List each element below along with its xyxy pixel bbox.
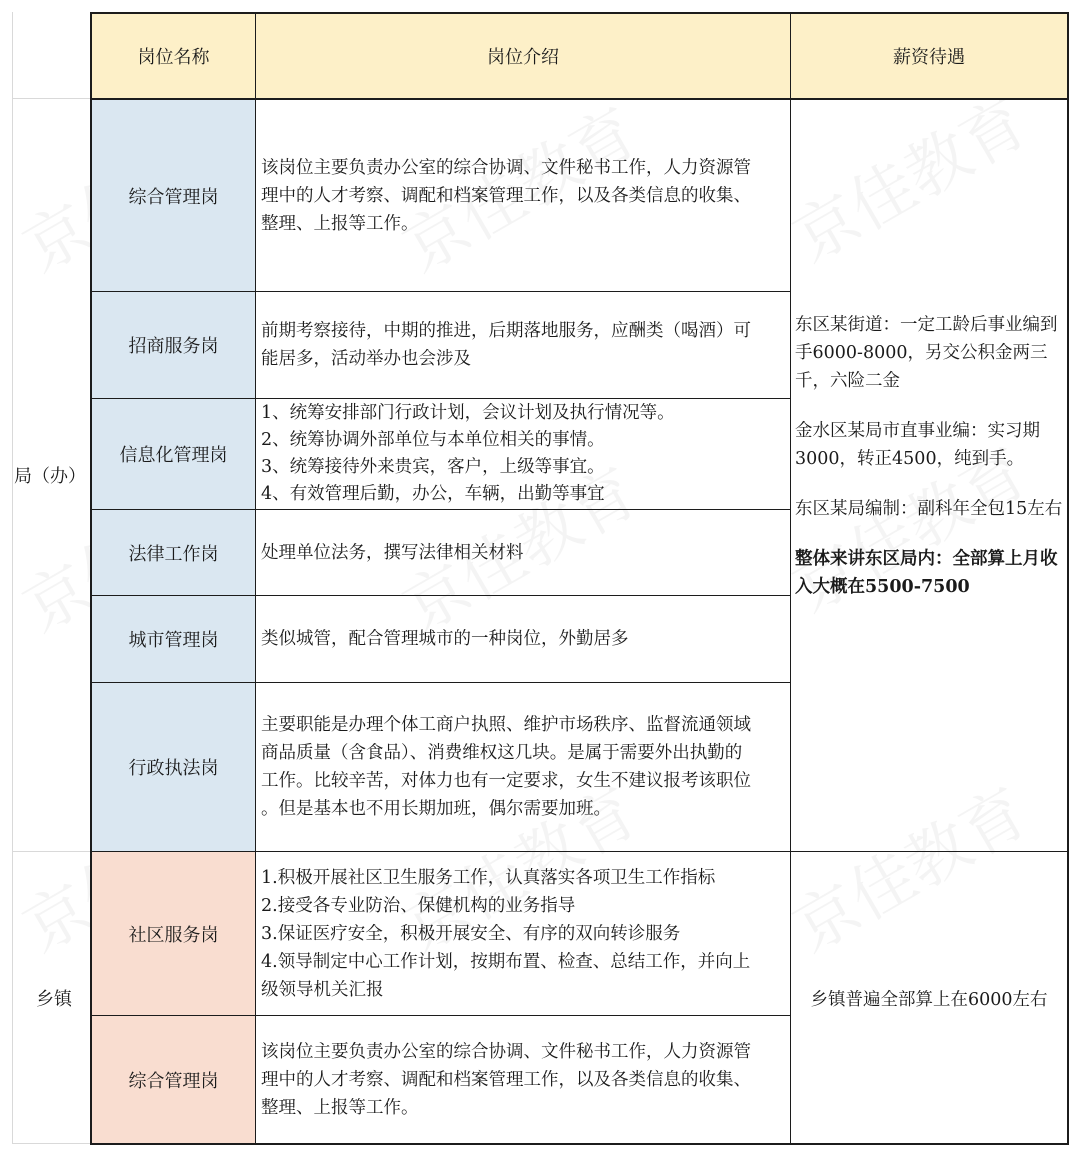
header-salary: 薪资待遇 <box>791 13 1067 99</box>
job-name-cell: 综合管理岗 <box>92 100 255 291</box>
group-label-ju: 局（办） <box>14 466 86 487</box>
salary-summary: 整体来讲东区局内：全部算上月收入大概在5500-7500 <box>795 549 1058 597</box>
intro-line: 级领导机关汇报 <box>261 979 384 1000</box>
watermark-text <box>774 72 1042 280</box>
grid-line <box>90 12 1069 14</box>
intro-line: 3.保证医疗安全，积极开展安全、有序的双向转诊服务 <box>261 923 681 944</box>
grid-line <box>90 595 791 596</box>
intro-line: 4.领导制定中心工作计划，按期布置、检查、总结工作，并向上 <box>261 951 751 972</box>
grid-line <box>1067 12 1069 1145</box>
intro-line: 1、统筹安排部门行政计划，会议计划及执行情况等。 <box>261 403 675 423</box>
grid-line <box>90 291 791 292</box>
grid-line <box>90 1143 1069 1145</box>
intro-line: 4、有效管理后勤，办公，车辆，出勤等事宜 <box>261 484 605 504</box>
grid-line <box>90 1015 791 1016</box>
salary-note: 东区某局编制：副科年全包15左右 <box>795 499 1063 519</box>
intro-line: 处理单位法务，撰写法律相关材料 <box>261 542 524 563</box>
salary-note: 东区某街道：一定工龄后事业编到手6000-8000，另交公积金两三千，六险二金 <box>795 315 1058 391</box>
grid-line <box>255 12 256 1145</box>
salary-town-cell: 乡镇普遍全部算上在6000左右 <box>810 989 1048 1010</box>
salary-ju-cell <box>791 311 1067 623</box>
grid-line-light <box>12 851 90 852</box>
job-intro-cell <box>256 852 790 1015</box>
job-name-cell: 招商服务岗 <box>92 292 255 398</box>
job-name-cell: 综合管理岗 <box>92 1016 255 1143</box>
grid-line <box>90 398 791 399</box>
grid-line-light <box>12 98 90 99</box>
header-job-intro: 岗位介绍 <box>256 13 790 99</box>
intro-line: 该岗位主要负责办公室的综合协调、文件秘书工作，人力资源管 <box>261 1041 751 1062</box>
intro-line: 理中的人才考察、调配和档案管理工作，以及各类信息的收集、 <box>261 1069 751 1090</box>
grid-line <box>90 682 791 683</box>
job-intro-cell <box>256 292 790 398</box>
intro-line: 能居多，活动举办也会涉及 <box>261 349 471 369</box>
job-name-cell: 法律工作岗 <box>92 510 255 595</box>
job-name-cell: 社区服务岗 <box>92 852 255 1015</box>
job-intro-cell <box>256 510 790 595</box>
job-name-cell: 城市管理岗 <box>92 596 255 682</box>
intro-line: 该岗位主要负责办公室的综合协调、文件秘书工作，人力资源管 <box>261 157 751 178</box>
intro-line: 整理、上报等工作。 <box>261 213 419 234</box>
intro-line: 工作。比较辛苦，对体力也有一定要求，女生不建议报考该职位 <box>261 771 751 791</box>
grid-line-light <box>12 12 13 1144</box>
header-job-name: 岗位名称 <box>92 13 255 99</box>
job-intro-cell <box>256 683 790 851</box>
intro-line: 商品质量（含食品）、消费维权这几块。是属于需要外出执勤的 <box>261 743 743 763</box>
intro-line: 类似城管，配合管理城市的一种岗位，外勤居多 <box>261 629 629 649</box>
intro-line: 。但是基本也不用长期加班，偶尔需要加班。 <box>261 799 611 819</box>
intro-line: 2.接受各专业防治、保健机构的业务指导 <box>261 895 576 916</box>
intro-line: 主要职能是办理个体工商户执照、维护市场秩序、监督流通领域 <box>261 715 751 735</box>
group-label-town: 乡镇 <box>36 989 72 1010</box>
grid-line <box>90 851 1069 852</box>
intro-line: 3、统筹接待外来贵宾，客户，上级等事宜。 <box>261 457 605 477</box>
grid-line <box>90 12 92 1145</box>
job-name-cell: 行政执法岗 <box>92 683 255 851</box>
intro-line: 理中的人才考察、调配和档案管理工作，以及各类信息的收集、 <box>261 185 751 206</box>
job-intro-cell <box>256 1016 790 1143</box>
grid-line <box>90 98 1069 100</box>
job-intro-cell <box>256 596 790 682</box>
intro-line: 整理、上报等工作。 <box>261 1097 419 1118</box>
job-intro-cell <box>256 100 790 291</box>
job-name-cell: 信息化管理岗 <box>92 399 255 509</box>
intro-line: 1.积极开展社区卫生服务工作，认真落实各项卫生工作指标 <box>261 867 716 888</box>
grid-line <box>790 12 791 1145</box>
grid-line-light <box>12 1143 90 1144</box>
job-intro-cell <box>256 399 790 509</box>
grid-line <box>90 509 791 510</box>
salary-note: 金水区某局市直事业编：实习期3000，转正4500，纯到手。 <box>795 421 1040 469</box>
intro-line: 2、统筹协调外部单位与本单位相关的事情。 <box>261 430 605 450</box>
intro-line: 前期考察接待，中期的推进，后期落地服务，应酬类（喝酒）可 <box>261 321 751 341</box>
